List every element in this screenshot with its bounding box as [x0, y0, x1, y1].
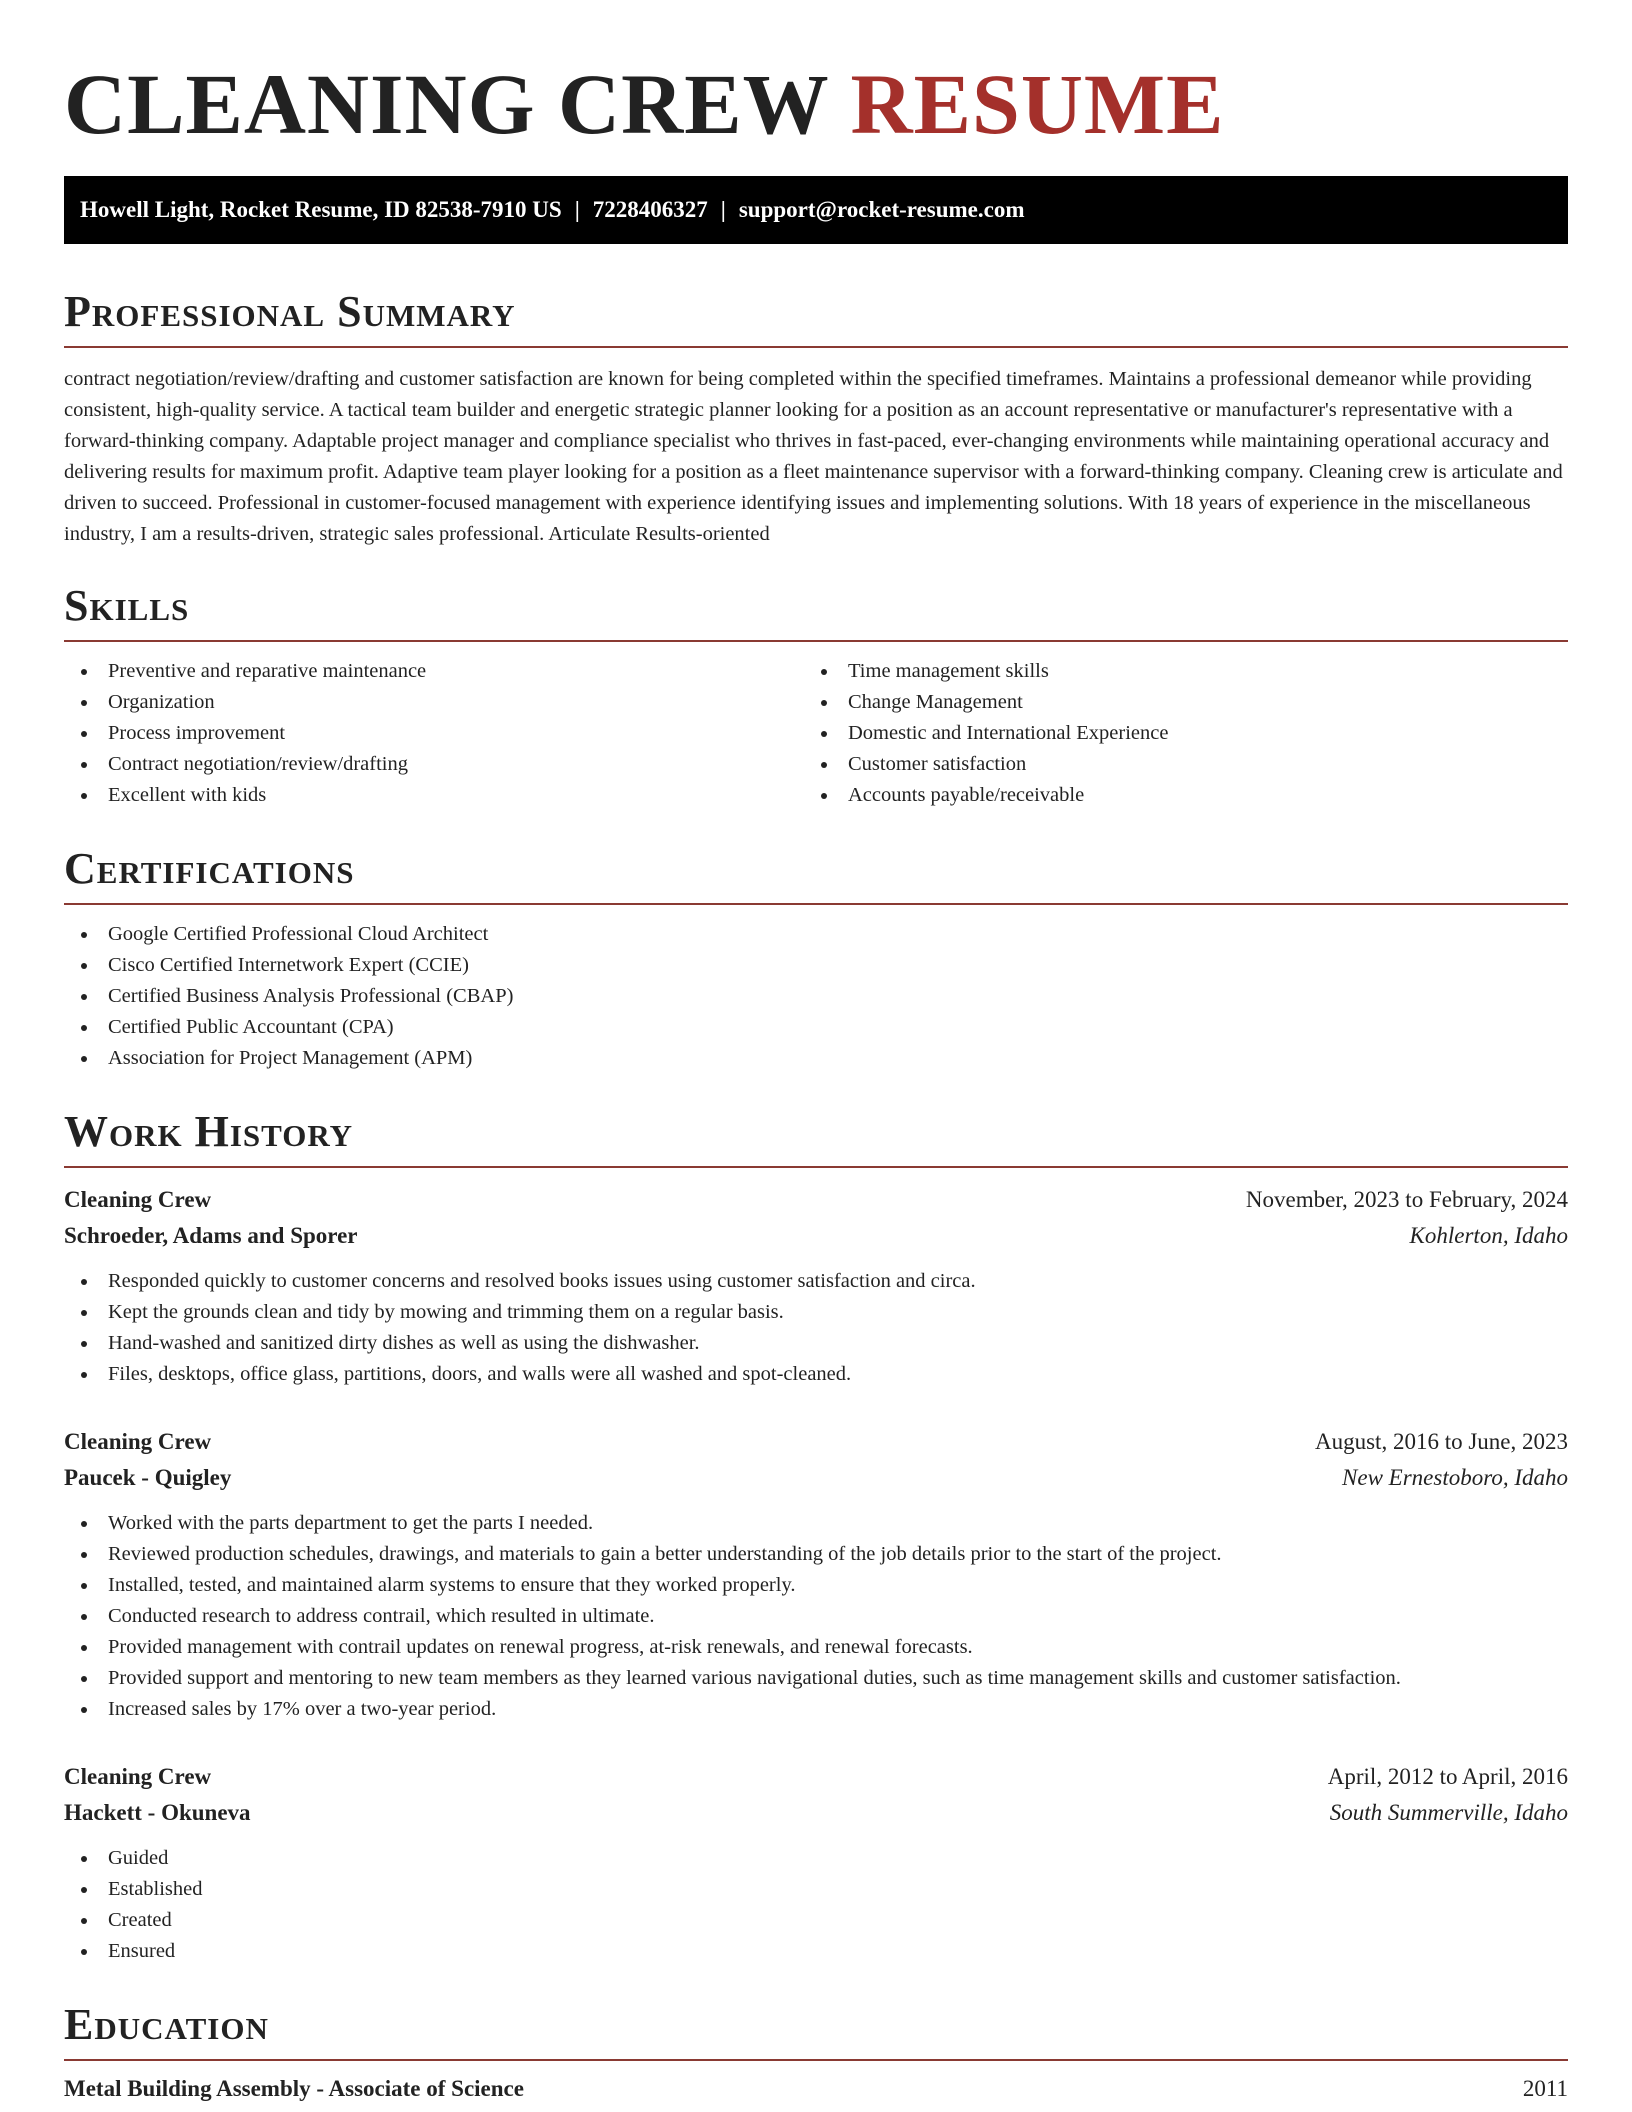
education-entry — [64, 2071, 1568, 2107]
skill-item: Excellent with kids — [64, 780, 804, 811]
job-dates: August, 2016 to June, 2023 — [1315, 1429, 1568, 1454]
skill-item: Time management skills — [804, 656, 1544, 687]
skill-item: Accounts payable/receivable — [804, 780, 1544, 811]
job-duty: Provided support and mentoring to new team members as they learned various navigational duties, such as time management skills and customer satisfaction. — [64, 1663, 1568, 1694]
section-heading-skills: Skills — [64, 578, 1568, 642]
certification-item: Google Certified Professional Cloud Architect — [64, 919, 1568, 950]
certification-item: Certified Public Accountant (CPA) — [64, 1012, 1568, 1043]
job-company: Schroeder, Adams and Sporer — [64, 1223, 358, 1248]
job-duty: Reviewed production schedules, drawings, and materials to gain a better understanding of the job details prior to the start of the project. — [64, 1539, 1568, 1570]
job-duty: Hand-washed and sanitized dirty dishes as well as using the dishwasher. — [64, 1328, 1568, 1359]
job-duty: Guided — [64, 1843, 1568, 1874]
certification-item: Association for Project Management (APM) — [64, 1043, 1568, 1074]
job-duty: Kept the grounds clean and tidy by mowing and trimming them on a regular basis. — [64, 1297, 1568, 1328]
section-heading-work-history: Work History — [64, 1104, 1568, 1168]
title-primary: CLEANING CREW — [64, 56, 829, 152]
job-dates: April, 2012 to April, 2016 — [1327, 1764, 1568, 1789]
section-heading-certifications: Certifications — [64, 841, 1568, 905]
job-header-row — [64, 1424, 1568, 1460]
job-location: Kohlerton, Idaho — [1409, 1223, 1568, 1248]
resume-title — [64, 54, 1568, 154]
summary-text: contract negotiation/review/drafting and customer satisfaction are known for being completed within the specified timeframes. Maintains a professional demeanor while providing consistent, high-quality service. A tactical team builder and energetic strategic planner looking for a position as an account representative or manufacturer's representative with a forward-thinking company. Adaptable project manager and compliance specialist who thrives in fast-paced, ever-changing environments while maintaining operational accuracy and delivering results for maximum profit. Adaptive team player looking for a position as a fleet maintenance supervisor with a forward-thinking company. Cleaning crew is articulate and driven to succeed. Professional in customer-focused management with experience identifying issues and implementing solutions. With 18 years of experience in the miscellaneous industry, I am a results-driven, strategic sales professional. Articulate Results-oriented — [64, 368, 1563, 545]
job-duties-list — [64, 1266, 1568, 1390]
job-duties-list — [64, 1843, 1568, 1967]
job-company-row — [64, 1795, 1568, 1831]
resume-content — [64, 0, 1568, 2107]
job-entry — [64, 1424, 1568, 1725]
contact-address: Howell Light, Rocket Resume, ID 82538-7910 US — [80, 197, 562, 222]
contact-separator: | — [720, 197, 726, 222]
section-heading-education: Education — [64, 1997, 1568, 2061]
job-company: Paucek - Quigley — [64, 1465, 232, 1490]
skill-item: Domestic and International Experience — [804, 718, 1544, 749]
job-title: Cleaning Crew — [64, 1429, 212, 1454]
skill-item: Process improvement — [64, 718, 804, 749]
job-duty: Created — [64, 1905, 1568, 1936]
job-header-row — [64, 1759, 1568, 1795]
job-entry — [64, 1182, 1568, 1390]
skills-columns — [64, 642, 1568, 811]
job-title: Cleaning Crew — [64, 1764, 212, 1789]
job-duty: Ensured — [64, 1936, 1568, 1967]
certification-item: Cisco Certified Internetwork Expert (CCIE) — [64, 950, 1568, 981]
skill-item: Organization — [64, 687, 804, 718]
job-dates: November, 2023 to February, 2024 — [1245, 1187, 1568, 1212]
job-duty: Established — [64, 1874, 1568, 1905]
education-year: 2011 — [1522, 2076, 1568, 2101]
certification-item: Certified Business Analysis Professional (CBAP) — [64, 981, 1568, 1012]
skill-item: Customer satisfaction — [804, 749, 1544, 780]
contact-phone[interactable]: 7228406327 — [592, 197, 708, 222]
skill-item: Change Management — [804, 687, 1544, 718]
job-duty: Files, desktops, office glass, partitions, doors, and walls were all washed and spot-cleaned. — [64, 1359, 1568, 1390]
job-title: Cleaning Crew — [64, 1187, 212, 1212]
job-company-row — [64, 1218, 1568, 1254]
job-duty: Increased sales by 17% over a two-year period. — [64, 1694, 1568, 1725]
job-location: New Ernestoboro, Idaho — [1342, 1465, 1568, 1490]
certifications-list — [64, 919, 1568, 1074]
skill-item: Preventive and reparative maintenance — [64, 656, 804, 687]
job-company: Hackett - Okuneva — [64, 1800, 251, 1825]
job-duty: Responded quickly to customer concerns and resolved books issues using customer satisfaction and circa. — [64, 1266, 1568, 1297]
job-duty: Provided management with contrail updates on renewal progress, at-risk renewals, and renewal forecasts. — [64, 1632, 1568, 1663]
job-location: South Summerville, Idaho — [1329, 1800, 1568, 1825]
skills-list-left — [64, 656, 804, 811]
job-header-row — [64, 1182, 1568, 1218]
job-duties-list — [64, 1508, 1568, 1725]
section-heading-summary: Professional Summary — [64, 284, 1568, 348]
contact-bar — [64, 176, 1568, 244]
job-duty: Conducted research to address contrail, which resulted in ultimate. — [64, 1601, 1568, 1632]
job-entry — [64, 1759, 1568, 1967]
job-company-row — [64, 1460, 1568, 1496]
skills-list-right — [804, 656, 1544, 811]
skill-item: Contract negotiation/review/drafting — [64, 749, 804, 780]
title-accent: RESUME — [850, 56, 1225, 152]
education-degree: Metal Building Assembly - Associate of Science — [64, 2076, 524, 2101]
job-duty: Installed, tested, and maintained alarm systems to ensure that they worked properly. — [64, 1570, 1568, 1601]
contact-email[interactable]: support@rocket-resume.com — [738, 197, 1025, 222]
contact-separator: | — [574, 197, 580, 222]
job-duty: Worked with the parts department to get the parts I needed. — [64, 1508, 1568, 1539]
